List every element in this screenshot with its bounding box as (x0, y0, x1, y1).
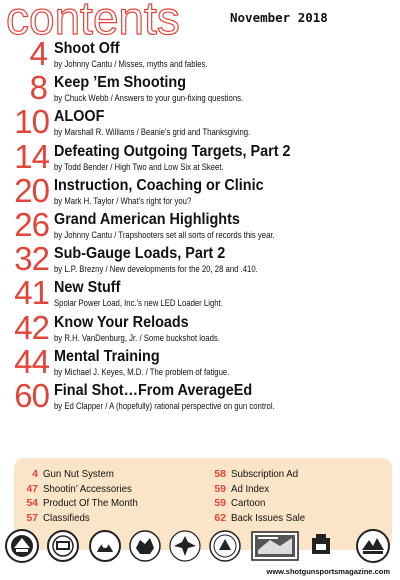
article-item[interactable] (0, 240, 400, 279)
article-title[interactable]: Instruction, Coaching or Clinic (54, 176, 264, 194)
article-byline: by L.P. Brezny / New developments for the 20, 28 and .410. (54, 264, 258, 275)
article-page-number: 20 (14, 171, 49, 209)
article-title[interactable]: Shoot Off (54, 40, 120, 57)
eagle-seal-icon (168, 528, 202, 564)
article-list (0, 35, 400, 416)
article-page-number: 26 (14, 205, 49, 243)
article-item[interactable] (0, 69, 400, 108)
department-page-number: 62 (214, 511, 226, 524)
departments-column-right (208, 464, 312, 522)
article-title[interactable]: Grand American Highlights (54, 210, 240, 228)
article-byline: by Mark H. Taylor / What's right for you? (54, 195, 192, 206)
department-page-number: 59 (214, 482, 226, 495)
department-name: Classifieds (43, 511, 90, 524)
departments-column-left (20, 464, 146, 522)
article-title[interactable]: ALOOF (54, 108, 105, 126)
department-page-number: 4 (32, 468, 38, 480)
article-title[interactable]: Sub-Gauge Loads, Part 2 (54, 245, 226, 263)
article-page-number: 41 (14, 274, 49, 312)
article-page-number: 14 (14, 137, 49, 175)
website-url[interactable]: www.shotgunsportsmagazine.com (266, 567, 390, 576)
article-item[interactable] (0, 342, 400, 382)
article-item[interactable] (0, 103, 400, 142)
department-page-number: 59 (214, 497, 226, 509)
department-item[interactable] (20, 508, 146, 523)
article-page-number: 32 (14, 240, 49, 278)
department-item[interactable] (20, 464, 146, 479)
association-seal-4-icon (128, 528, 162, 564)
article-item[interactable] (0, 137, 400, 177)
page-header (0, 0, 400, 44)
department-item[interactable] (208, 493, 312, 508)
shooting-association-seal-icon (354, 528, 392, 564)
department-page-number: 57 (26, 511, 38, 524)
department-page-number: 47 (26, 482, 38, 495)
article-item[interactable] (0, 35, 400, 74)
department-name: Cartoon (231, 497, 266, 509)
association-seal-2-icon (46, 528, 80, 564)
department-page-number: 54 (26, 497, 38, 509)
department-item[interactable] (20, 479, 146, 494)
article-item[interactable] (0, 308, 400, 348)
article-byline: by Johnny Cantu / Misses, myths and fables. (54, 59, 208, 69)
association-seal-1-icon (4, 528, 40, 564)
article-page-number: 8 (29, 69, 47, 107)
article-item[interactable] (0, 171, 400, 211)
association-logos (0, 528, 400, 568)
article-byline: by Marshall R. Williams / Beanie's grid and Thanksgiving. (54, 127, 251, 138)
article-title[interactable]: Final Shot…From AverageEd (54, 381, 253, 399)
article-page-number: 4 (29, 35, 47, 72)
article-byline: by Todd Bender / High Two and Low Six at Skeet. (54, 161, 224, 172)
department-page-number: 58 (214, 468, 226, 480)
department-item[interactable] (208, 464, 312, 479)
department-item[interactable] (208, 508, 312, 523)
article-title[interactable]: New Stuff (54, 279, 121, 297)
article-byline: by Ed Clapper / A (hopefully) rational perspective on gun control. (54, 400, 275, 411)
issue-date: November 2018 (230, 10, 328, 25)
article-title[interactable]: Know Your Reloads (54, 313, 189, 331)
association-seal-3-icon (88, 528, 122, 564)
department-item[interactable] (20, 493, 146, 508)
department-name: Back Issues Sale (231, 511, 306, 524)
article-byline: by Michael J. Keyes, M.D. / The problem of fatigue. (54, 366, 230, 377)
department-item[interactable] (208, 479, 312, 494)
department-name: Ad Index (231, 482, 270, 495)
page-title: contents (6, 0, 180, 44)
article-page-number: 42 (14, 308, 49, 346)
article-byline: by Johnny Cantu / Trapshooters set all sorts of records this year. (54, 229, 275, 240)
article-page-number: 10 (14, 103, 49, 141)
article-title[interactable]: Defeating Outgoing Targets, Part 2 (54, 142, 291, 160)
article-byline: Spolar Power Load, Inc.'s new LED Loader Light. (54, 298, 223, 309)
article-item[interactable] (0, 205, 400, 245)
article-title[interactable]: Keep ’Em Shooting (54, 74, 187, 92)
article-byline: by R.H. VanDenburg, Jr. / Some buckshot loads. (54, 332, 220, 343)
article-byline: by Chuck Webb / Answers to your gun-fixing questions. (54, 93, 244, 104)
department-name: Shootin’ Accessories (43, 482, 132, 495)
department-name: Gun Nut System (43, 468, 114, 480)
trap-house-seal-icon (306, 528, 336, 564)
article-title[interactable]: Mental Training (54, 347, 160, 365)
article-item[interactable] (0, 274, 400, 313)
article-page-number: 44 (14, 342, 49, 380)
department-name: Subscription Ad (231, 468, 299, 480)
department-name: Product Of The Month (43, 497, 138, 509)
shotgun-sports-logo-icon (250, 528, 300, 564)
article-item[interactable] (0, 376, 400, 416)
association-seal-5-icon (208, 528, 242, 564)
article-page-number: 60 (14, 376, 49, 414)
